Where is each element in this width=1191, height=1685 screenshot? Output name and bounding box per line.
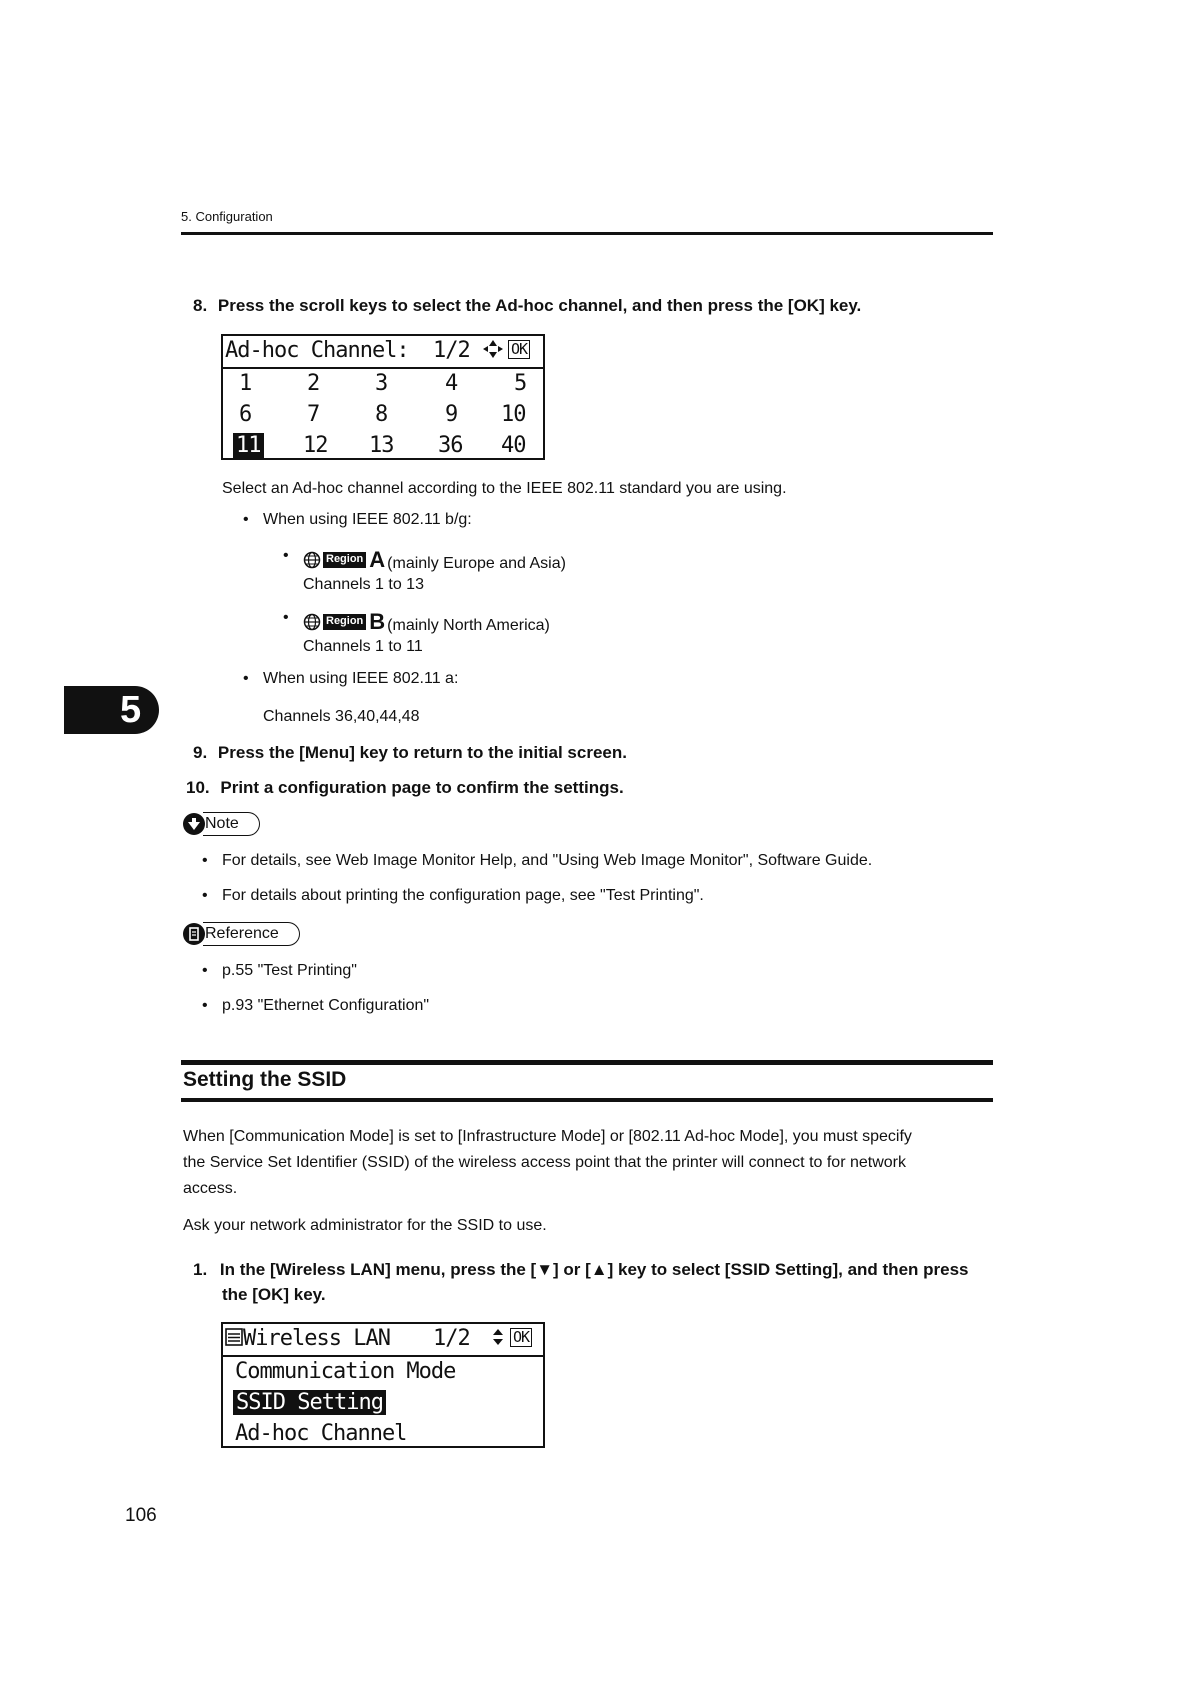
ok-key-icon: OK [508,340,530,359]
channel-cell: 5 [514,371,527,396]
ok-key-icon: OK [510,1328,532,1347]
running-head: 5. Configuration [181,209,273,224]
channel-cell: 13 [369,433,394,458]
channel-cell: 2 [307,371,320,396]
lcd-menu-item-selected [223,1388,543,1419]
region-a-desc: (mainly Europe and Asia) [387,555,566,572]
adhoc-channel-lcd [221,334,545,460]
note-callout [183,812,260,836]
reference-icon [183,923,205,945]
region-a-channels: Channels 1 to 13 [303,576,424,593]
globe-icon [303,613,321,631]
channel-cell: 10 [501,402,526,427]
region-b-channels: Channels 1 to 11 [303,638,423,655]
lcd-row [223,400,543,431]
region-letter: B [369,609,386,634]
step-9 [193,740,627,765]
step-text: Print a configuration page to confirm the settings. [220,778,624,797]
lcd-menu-item [223,1419,543,1450]
menu-item-label: Ad-hoc Channel [235,1421,407,1446]
chapter-number: 5 [120,689,142,731]
bg-heading: • When using IEEE 802.11 b/g: [263,511,472,529]
step-number: 1. [193,1260,208,1279]
step-1 [193,1257,969,1282]
wireless-lan-lcd [221,1322,545,1448]
step-text: In the [Wireless LAN] menu, press the [▼] or [▲] key to select [SSID Setting], and then press [219,1260,969,1279]
header-rule [181,232,993,235]
scroll-updown-icon [490,1327,506,1347]
section-para-2: Ask your network administrator for the SSID to use. [183,1217,547,1234]
lcd-title: Ad-hoc Channel: [225,338,409,363]
channel-cell: 36 [438,433,463,458]
region-b-desc: (mainly North America) [387,617,550,634]
channel-cell: 1 [239,371,252,396]
lcd-channel-grid [223,369,543,462]
lcd-header [223,1324,543,1357]
channel-cell: 9 [445,402,458,427]
step-1-line-2: the [OK] key. [222,1285,326,1304]
step-number: 10. [186,778,210,797]
reference-label: Reference [203,922,300,946]
channel-cell: 4 [445,371,458,396]
lcd-page-indicator [433,338,530,363]
channel-cell: 40 [501,433,526,458]
section-rule-bottom [181,1098,993,1102]
channel-cell: 7 [307,402,320,427]
section-title: Setting the SSID [183,1068,347,1091]
reference-callout [183,922,300,946]
a-heading: • When using IEEE 802.11 a: [263,670,458,688]
scroll-arrows-icon [482,339,504,359]
reference-item: • p.55 "Test Printing" [222,962,357,980]
section-para-1-line-2: the Service Set Identifier (SSID) of the wireless access point that the printer will connect to for network [183,1154,906,1171]
region-b-item [303,609,550,635]
page-text: 1/2 [433,1326,470,1351]
step-number: 9. [193,743,208,762]
page-number: 106 [125,1505,157,1526]
section-para-1-line-1: When [Communication Mode] is set to [Infrastructure Mode] or [802.11 Ad-hoc Mode], you must specify [183,1128,912,1145]
page-text: 1/2 [433,338,470,363]
channel-cell-selected: 11 [233,433,264,458]
channel-cell: 3 [375,371,388,396]
lcd-title: Wireless LAN [243,1326,390,1351]
section-rule-top [181,1060,993,1065]
step-text: Press the [Menu] key to return to the initial screen. [217,743,627,762]
step-text: Press the scroll keys to select the Ad-hoc channel, and then press the [OK] key. [217,296,862,315]
lcd-header [223,336,543,369]
region-tag: • Region [323,552,366,568]
lcd-title-group [225,1326,390,1351]
note-item: • For details about printing the configuration page, see "Test Printing". [222,887,704,905]
chapter-tab [64,686,159,734]
channel-cell: 8 [375,402,388,427]
region-a-badge [303,547,387,573]
note-item: • For details, see Web Image Monitor Help, and "Using Web Image Monitor", Software Guide. [222,852,872,870]
note-icon [183,813,205,835]
globe-icon [303,551,321,569]
region-tag: • Region [323,614,366,630]
channel-intro: Select an Ad-hoc channel according to the IEEE 802.11 standard you are using. [222,480,787,497]
section-para-1-line-3: access. [183,1180,238,1197]
step-8 [193,293,861,318]
note-label: Note [203,812,260,836]
channel-cell: 12 [303,433,328,458]
reference-item: • p.93 "Ethernet Configuration" [222,997,429,1015]
menu-item-label: SSID Setting [233,1390,386,1415]
lcd-page-indicator [433,1326,532,1351]
lcd-menu-item [223,1357,543,1388]
a-channels: Channels 36,40,44,48 [263,708,420,725]
lcd-row [223,431,543,462]
menu-icon [225,1328,243,1346]
region-b-badge [303,609,387,635]
menu-item-label: Communication Mode [235,1359,456,1384]
step-number: 8. [193,296,208,315]
region-a-item [303,547,566,573]
region-letter: A [369,547,386,572]
channel-cell: 6 [239,402,252,427]
lcd-row [223,369,543,400]
step-10 [186,775,624,800]
